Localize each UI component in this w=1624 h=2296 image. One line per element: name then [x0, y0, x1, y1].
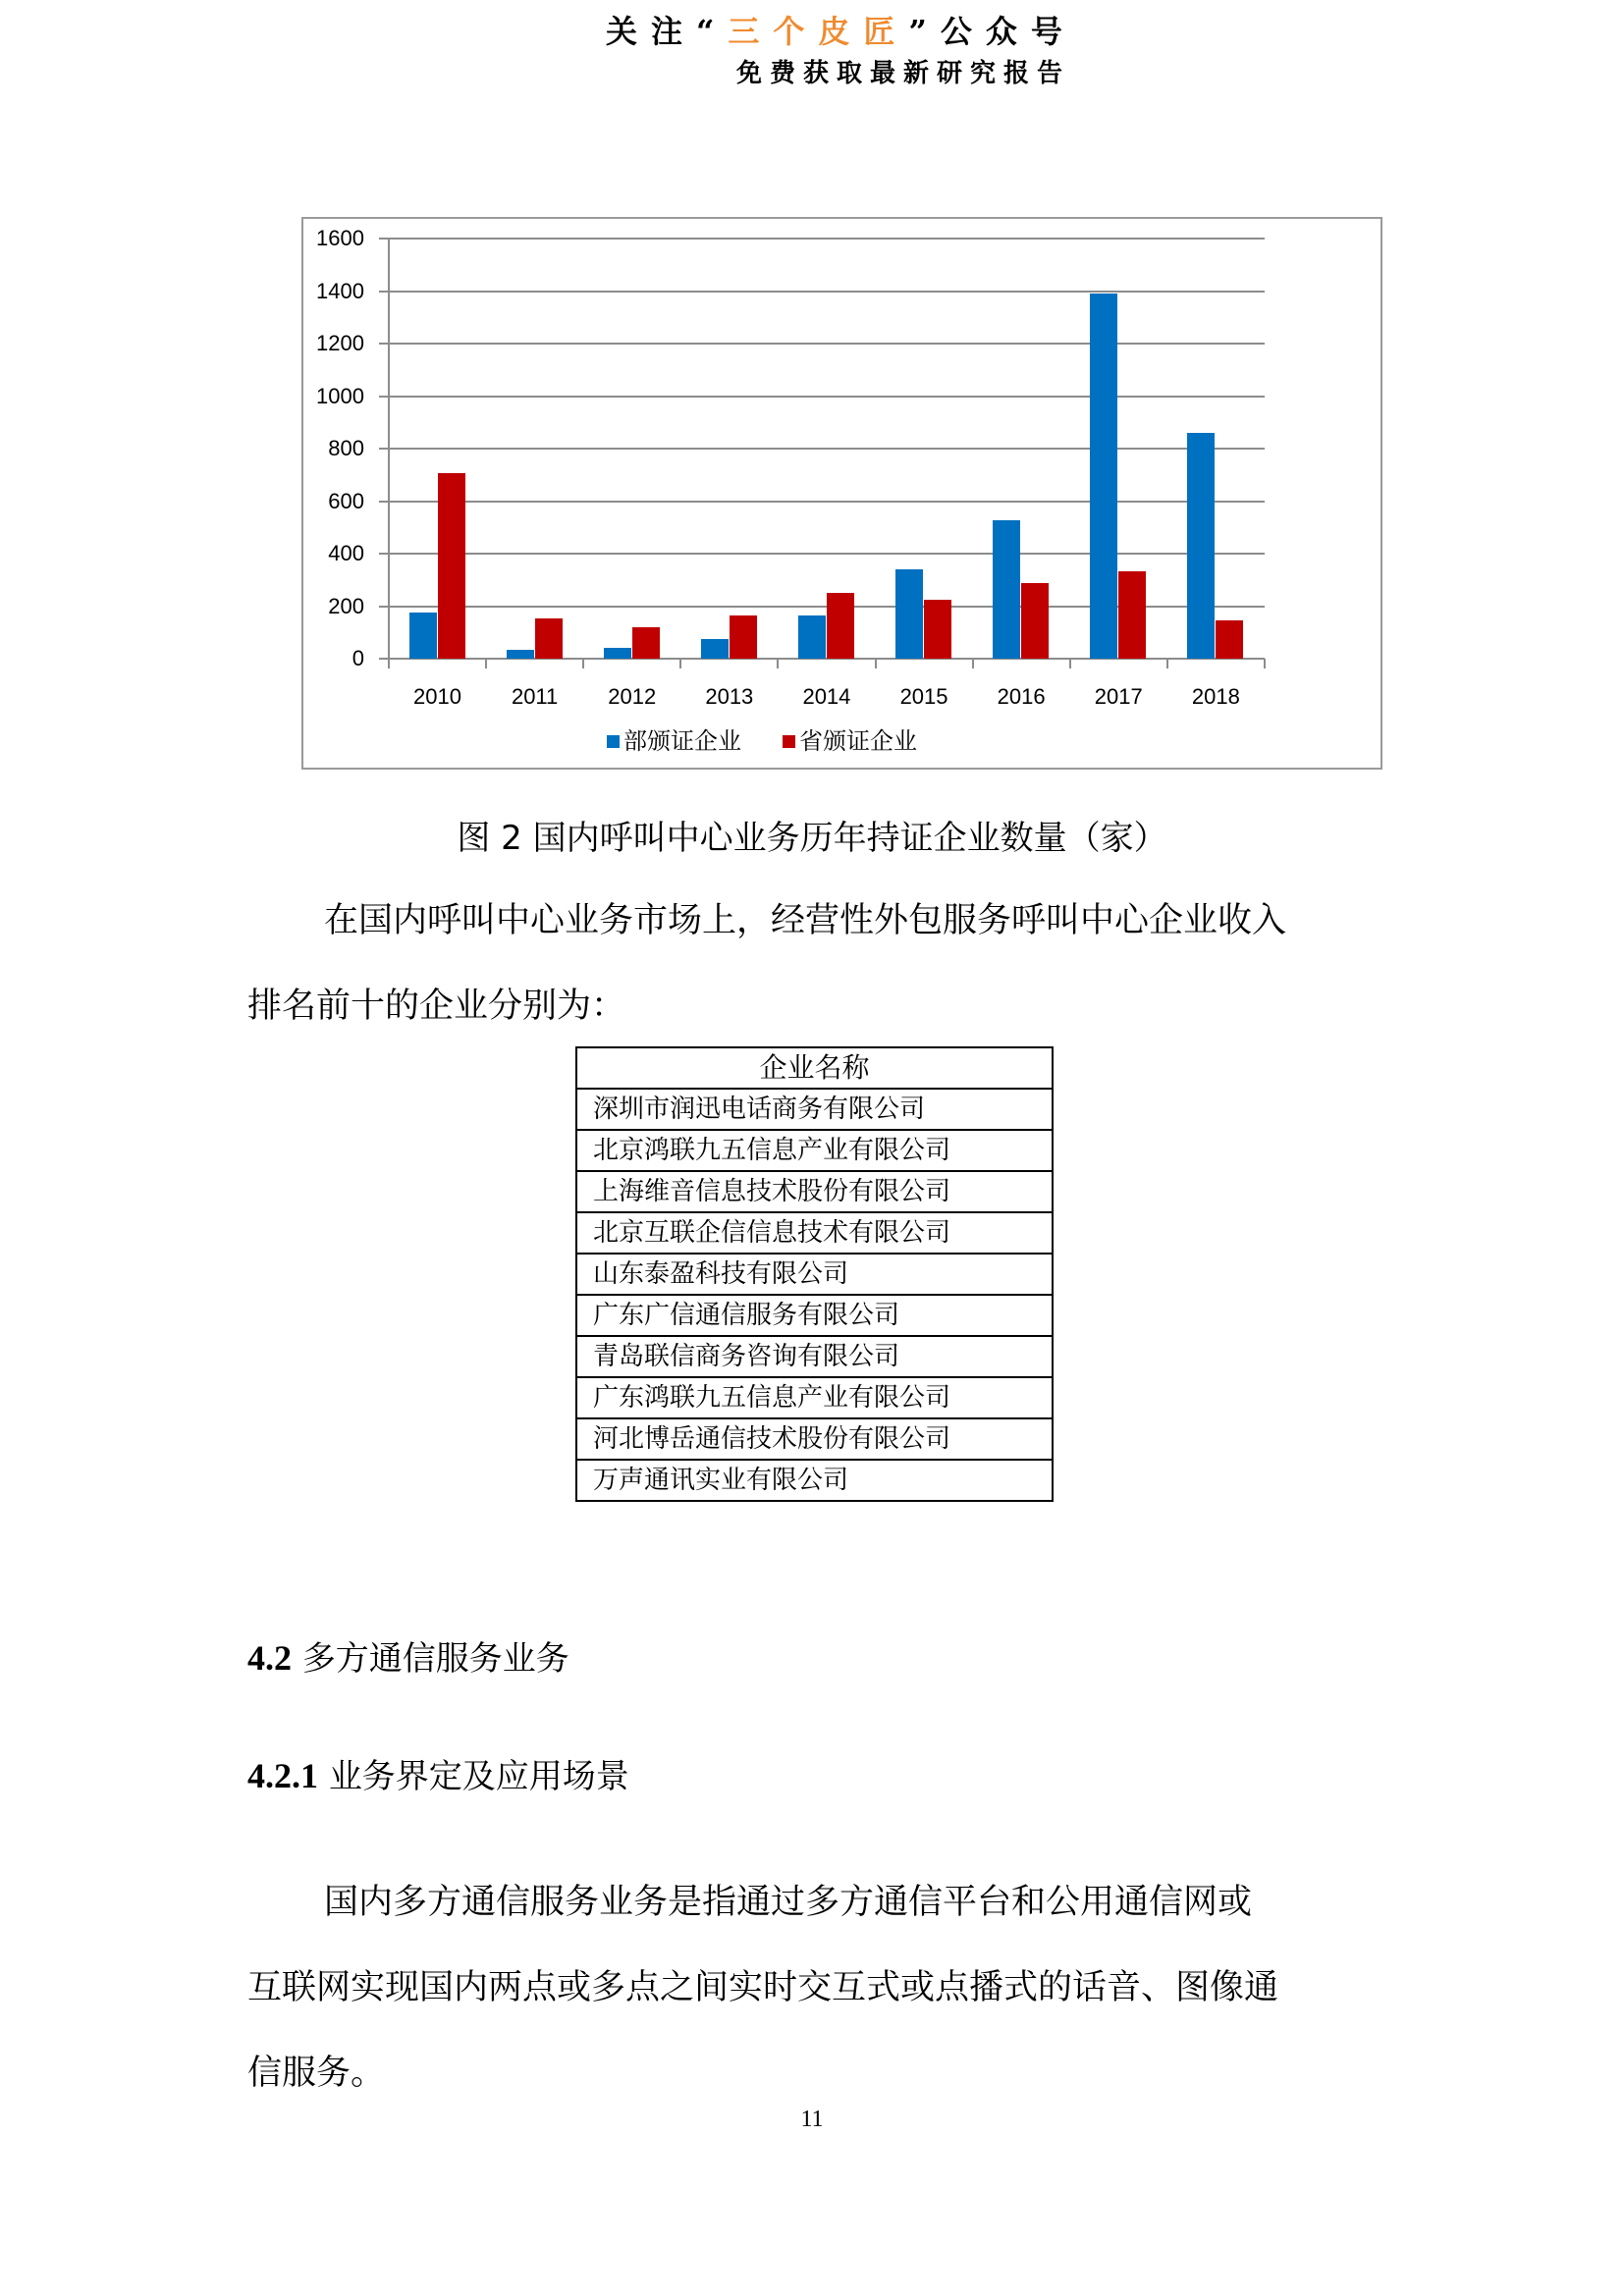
gridline — [379, 238, 1265, 240]
legend-swatch-icon — [783, 735, 795, 748]
bar-province-2018 — [1216, 620, 1243, 659]
bar-province-2013 — [730, 615, 757, 659]
header-suffix: ”公众号 — [908, 13, 1076, 50]
page-number: 11 — [800, 2107, 824, 2132]
bar-province-2010 — [438, 473, 465, 659]
figure-caption: 图 2 国内呼叫中心业务历年持证企业数量（家） — [457, 819, 1167, 858]
y-axis-line — [388, 239, 390, 668]
table-row — [576, 1336, 1053, 1377]
x-axis-tick — [777, 659, 779, 668]
table-cell: 万声通讯实业有限公司 — [576, 1460, 1053, 1501]
bar-province-2014 — [827, 593, 854, 659]
gridline — [379, 291, 1265, 293]
table-row — [576, 1295, 1053, 1336]
y-axis-tick-label: 1600 — [316, 226, 364, 250]
section-number: 4.2.1 — [247, 1756, 318, 1795]
y-axis-tick-label: 600 — [328, 488, 364, 513]
header-promo-line1 — [606, 12, 1076, 51]
table-cell: 青岛联信商务咨询有限公司 — [576, 1336, 1053, 1377]
x-axis-label: 2013 — [705, 684, 754, 709]
x-axis-label: 2015 — [899, 684, 948, 709]
bar-ministry-2014 — [798, 615, 826, 659]
table-row — [576, 1130, 1053, 1171]
x-axis-label: 2018 — [1191, 684, 1240, 709]
y-axis-tick-label: 400 — [328, 541, 364, 565]
table-cell: 北京鸿联九五信息产业有限公司 — [576, 1130, 1053, 1171]
x-axis-tick — [582, 659, 584, 668]
section-title: 业务界定及应用场景 — [328, 1757, 629, 1796]
table-header-company-name: 企业名称 — [576, 1047, 1053, 1089]
section-number: 4.2 — [247, 1638, 292, 1678]
paragraph-line: 排名前十的企业分别为： — [247, 987, 626, 1026]
y-axis-tick-label: 1000 — [316, 383, 364, 408]
paragraph-line: 国内多方通信服务业务是指通过多方通信平台和公用通信网或 — [324, 1883, 1253, 1922]
top10-companies-table — [575, 1046, 1054, 1502]
legend-item — [783, 726, 917, 756]
paragraph-definition — [247, 1860, 1388, 2116]
table-cell: 上海维音信息技术股份有限公司 — [576, 1171, 1053, 1212]
header-prefix: 关注“ — [606, 13, 729, 50]
gridline — [379, 343, 1265, 345]
table-cell: 深圳市润迅电话商务有限公司 — [576, 1089, 1053, 1130]
table-row — [576, 1089, 1053, 1130]
table-row — [576, 1171, 1053, 1212]
x-axis-tick — [972, 659, 974, 668]
table-row — [576, 1460, 1053, 1501]
paragraph-line: 在国内呼叫中心业务市场上，经营性外包服务呼叫中心企业收入 — [324, 901, 1287, 940]
bar-ministry-2013 — [701, 639, 729, 659]
x-axis-tick — [875, 659, 877, 668]
bar-ministry-2011 — [507, 650, 534, 659]
bar-ministry-2015 — [895, 569, 923, 659]
gridline — [379, 501, 1265, 503]
x-axis-tick — [1069, 659, 1071, 668]
legend-label: 省颁证企业 — [799, 727, 917, 755]
gridline — [379, 553, 1265, 555]
y-axis-tick-label: 1200 — [316, 331, 364, 355]
y-axis-tick-label: 0 — [352, 646, 364, 670]
table-cell: 山东泰盈科技有限公司 — [576, 1254, 1053, 1295]
table-cell: 河北博岳通信技术股份有限公司 — [576, 1418, 1053, 1460]
bar-ministry-2016 — [993, 520, 1020, 659]
y-axis-tick-label: 800 — [328, 436, 364, 460]
gridline — [379, 396, 1265, 398]
y-axis-tick-label: 200 — [328, 593, 364, 618]
section-title: 多方通信服务业务 — [301, 1639, 569, 1679]
bar-province-2011 — [535, 618, 563, 659]
bar-province-2017 — [1118, 571, 1146, 659]
section-heading-4-2-1 — [247, 1752, 629, 1800]
header-brand: 三个皮匠 — [728, 13, 909, 50]
bar-ministry-2017 — [1090, 294, 1117, 659]
table-row — [576, 1212, 1053, 1254]
x-axis-tick — [388, 659, 390, 668]
paragraph-line: 互联网实现国内两点或多点之间实时交互式或点播式的话音、图像通 — [247, 1968, 1279, 2007]
chart-legend — [607, 726, 958, 756]
table-row — [576, 1254, 1053, 1295]
gridline — [379, 448, 1265, 450]
x-axis-label: 2012 — [608, 684, 657, 709]
y-axis-tick-label: 1400 — [316, 278, 364, 303]
table-cell: 广东鸿联九五信息产业有限公司 — [576, 1377, 1053, 1418]
paragraph-line: 信服务。 — [247, 2054, 386, 2093]
table-cell: 广东广信通信服务有限公司 — [576, 1295, 1053, 1336]
header-promo-line2: 免费获取最新研究报告 — [736, 59, 1071, 88]
legend-swatch-icon — [607, 735, 620, 748]
table-row — [576, 1418, 1053, 1460]
bar-province-2012 — [632, 627, 660, 659]
legend-item — [607, 726, 741, 756]
paragraph-intro — [247, 879, 1388, 1049]
bar-ministry-2018 — [1187, 433, 1215, 659]
x-axis-label: 2016 — [997, 684, 1046, 709]
bar-province-2015 — [924, 600, 951, 659]
bar-ministry-2012 — [604, 648, 631, 659]
x-axis-label: 2014 — [802, 684, 851, 709]
x-axis-tick — [679, 659, 681, 668]
x-axis-tick — [1264, 659, 1266, 668]
x-axis-label: 2010 — [413, 684, 461, 709]
bar-province-2016 — [1021, 583, 1049, 659]
x-axis-tick — [485, 659, 487, 668]
table-row — [576, 1377, 1053, 1418]
x-axis-tick — [1166, 659, 1168, 668]
table-cell: 北京互联企信信息技术有限公司 — [576, 1212, 1053, 1254]
x-axis-label: 2011 — [511, 684, 559, 709]
x-axis-label: 2017 — [1094, 684, 1143, 709]
section-heading-4-2 — [247, 1634, 569, 1682]
bar-ministry-2010 — [409, 613, 437, 659]
legend-label: 部颁证企业 — [623, 727, 741, 755]
